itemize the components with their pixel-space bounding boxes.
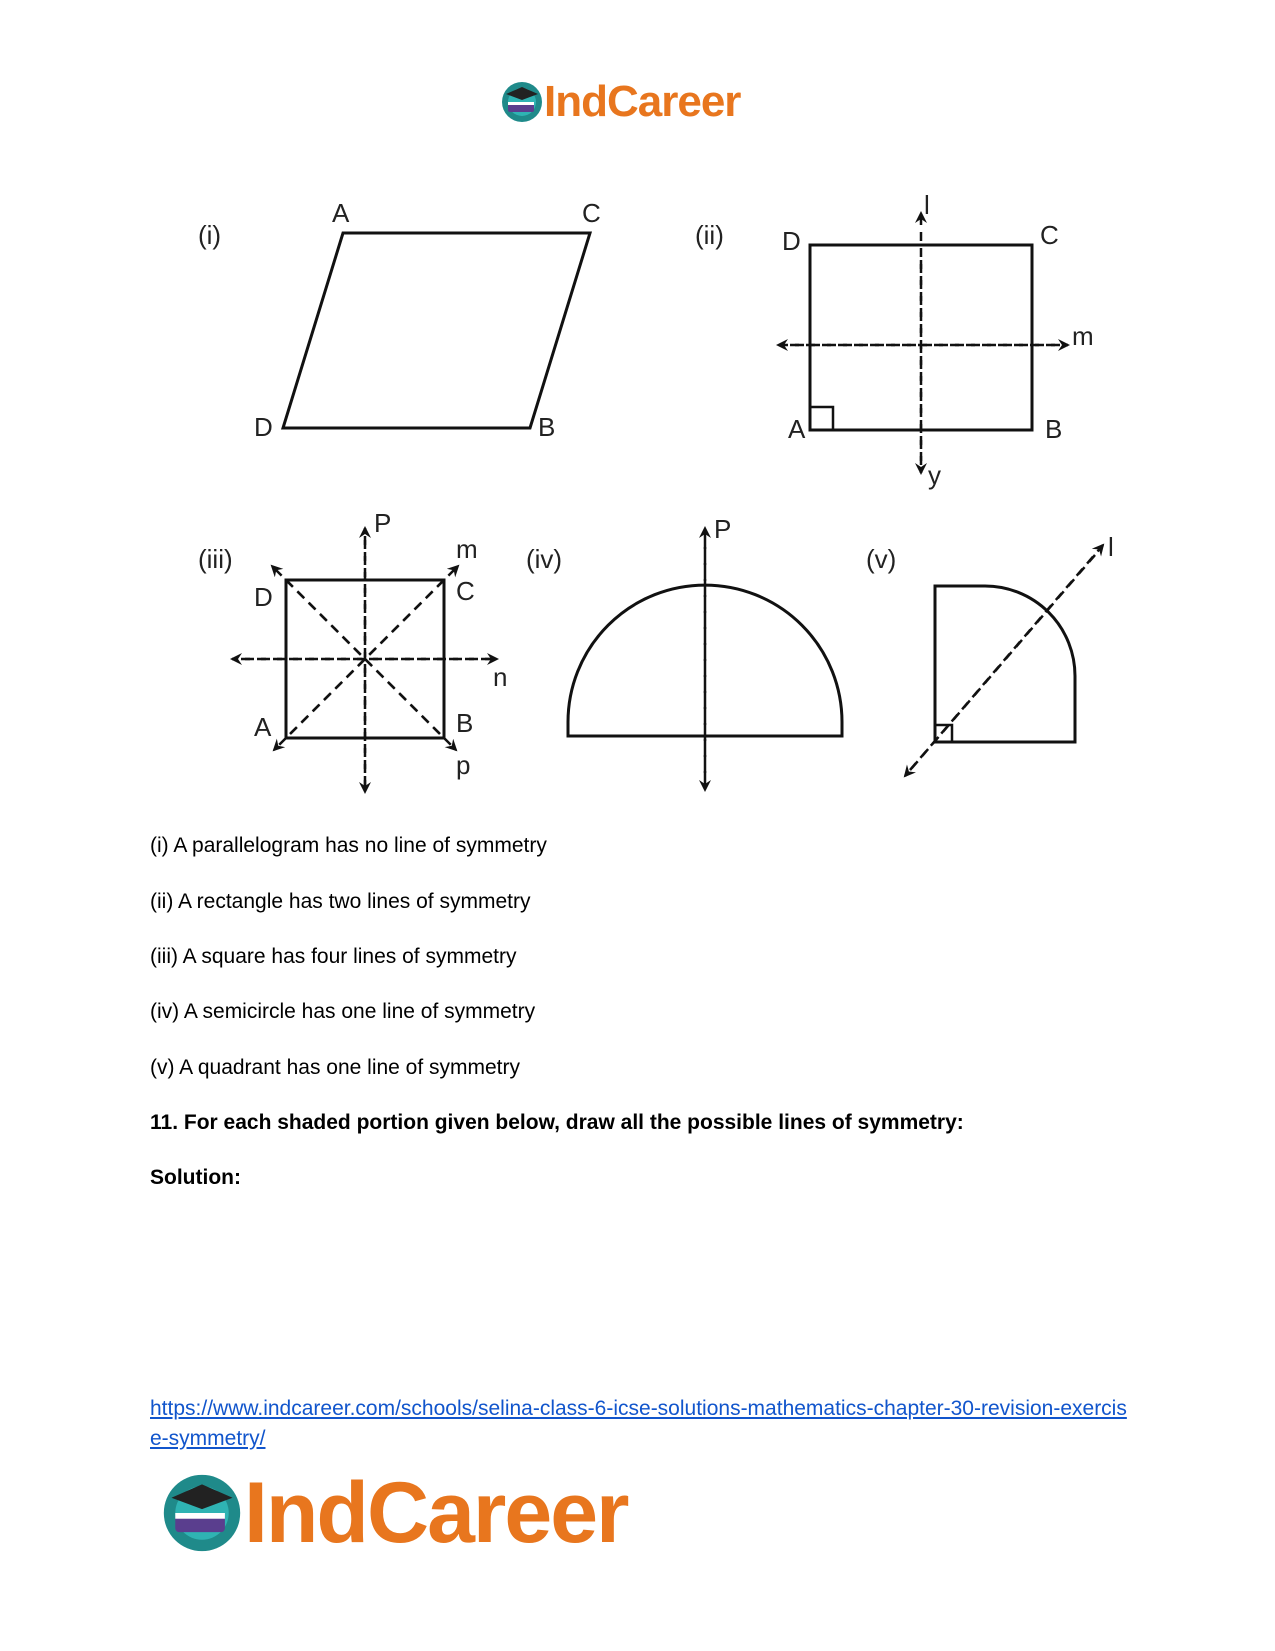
- figure-label-iv: (iv): [526, 544, 563, 574]
- solution-label: Solution:: [150, 1166, 241, 1189]
- logo-text: IndCareer: [244, 1465, 628, 1561]
- graduation-globe-icon: [160, 1471, 244, 1555]
- symmetry-line-label-p: P: [714, 514, 732, 544]
- answer-item-1: (i) A parallelogram has no line of symmetry: [150, 834, 547, 857]
- symmetry-line-label-n: n: [493, 662, 508, 692]
- answer-item-4: (iv) A semicircle has one line of symmetry: [150, 1000, 536, 1023]
- figure-rectangle: [695, 190, 1094, 490]
- vertex-label-a: A: [254, 712, 272, 742]
- symmetry-line-label-y: y: [928, 460, 941, 490]
- vertex-label-d: D: [782, 226, 801, 256]
- vertex-label-b: B: [1045, 414, 1063, 444]
- figure-label-i: (i): [198, 220, 222, 250]
- figure-label-iii: (iii): [198, 544, 233, 574]
- footer-logo: [160, 1465, 628, 1561]
- figure-quadrant: [866, 532, 1114, 776]
- source-link[interactable]: https://www.indcareer.com/schools/selina-class-6-icse-solutions-mathematics-chapter-30-revision-exercise-symmetry/: [150, 1397, 1127, 1450]
- symmetry-figures: [0, 0, 1275, 800]
- vertex-label-a: A: [788, 414, 806, 444]
- vertex-label-b: B: [538, 412, 556, 442]
- vertex-label-c: C: [582, 198, 601, 228]
- symmetry-line-label-p-upper: P: [374, 508, 392, 538]
- question-heading: 11. For each shaded portion given below, draw all the possible lines of symmetry:: [150, 1111, 964, 1134]
- symmetry-line-label-l: l: [924, 190, 930, 220]
- answer-item-2: (ii) A rectangle has two lines of symmetry: [150, 890, 531, 913]
- vertex-label-d: D: [254, 582, 273, 612]
- symmetry-line-label-m: m: [1072, 321, 1094, 351]
- figure-semicircle: [526, 514, 842, 790]
- figure-parallelogram: [198, 198, 601, 442]
- vertex-label-c: C: [1040, 220, 1059, 250]
- figure-label-ii: (ii): [695, 220, 724, 250]
- figure-label-v: (v): [866, 544, 897, 574]
- vertex-label-c: C: [456, 576, 475, 606]
- symmetry-line-label-m: m: [456, 534, 478, 564]
- vertex-label-b: B: [456, 708, 474, 738]
- vertex-label-d: D: [254, 412, 273, 442]
- symmetry-line-label-p-lower: p: [456, 750, 471, 780]
- logo-text: IndCareer: [544, 77, 741, 126]
- answer-item-3: (iii) A square has four lines of symmetry: [150, 945, 517, 968]
- symmetry-line-label-l: l: [1108, 532, 1114, 562]
- answer-item-5: (v) A quadrant has one line of symmetry: [150, 1056, 521, 1079]
- figure-square: [198, 508, 507, 792]
- vertex-label-a: A: [332, 198, 350, 228]
